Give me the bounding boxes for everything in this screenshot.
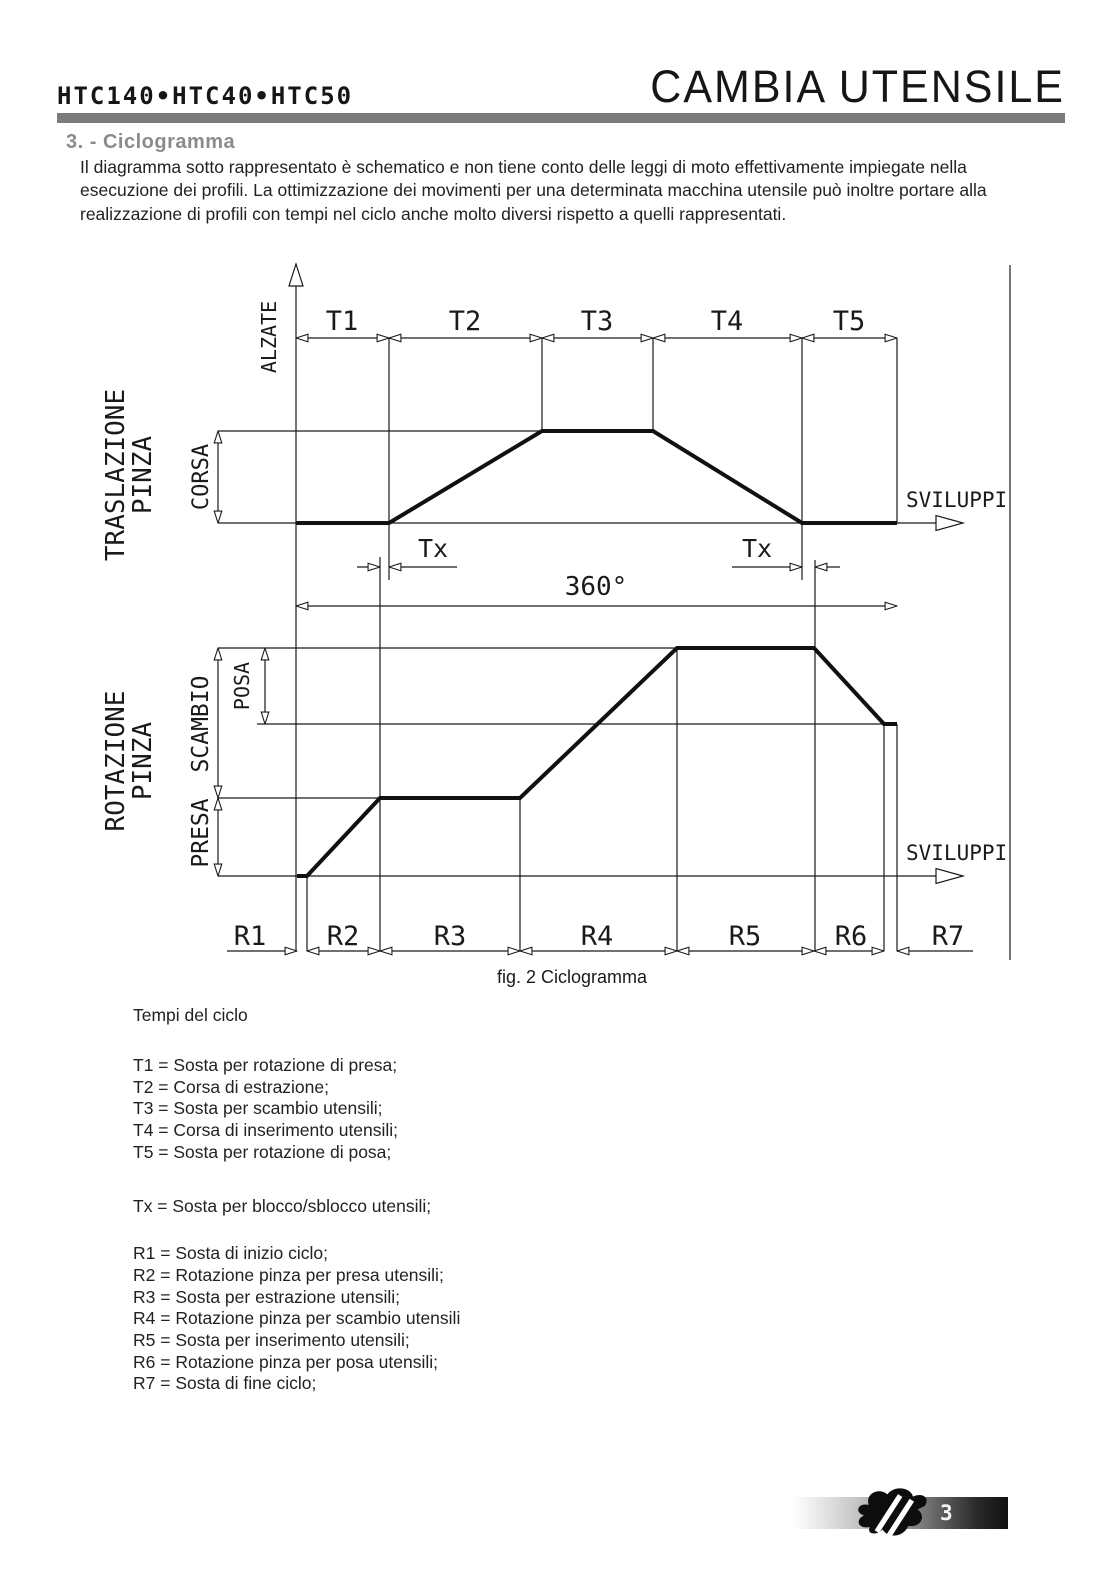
sviluppi-top-label: SVILUPPI bbox=[906, 488, 1008, 512]
legend-line-r7: R7 = Sosta di fine ciclo; bbox=[133, 1373, 317, 1394]
r1-label: R1 bbox=[233, 921, 267, 952]
legend-line-r5: R5 = Sosta per inserimento utensili; bbox=[133, 1329, 410, 1350]
level-lines bbox=[218, 431, 938, 876]
page-number: 3 bbox=[940, 1501, 953, 1525]
r6-label: R6 bbox=[834, 921, 868, 952]
traslazione-pinza-label: PINZA bbox=[128, 435, 158, 515]
brand-logo-icon bbox=[848, 1485, 936, 1541]
sviluppi-bottom-label: SVILUPPI bbox=[906, 841, 1008, 865]
r2-label: R2 bbox=[326, 921, 360, 952]
cycle-times-legend bbox=[133, 1005, 733, 1395]
tx-left-label: Tx bbox=[417, 534, 449, 563]
t3-label: T3 bbox=[580, 306, 614, 337]
r3-label: R3 bbox=[433, 921, 467, 952]
legend-line-t4: T4 = Corsa di inserimento utensili; bbox=[133, 1120, 399, 1141]
alzate-axis-arrow bbox=[289, 264, 303, 286]
legend-line-t1: T1 = Sosta per rotazione di presa; bbox=[133, 1055, 398, 1075]
page-title: CAMBIA UTENSILE bbox=[650, 62, 1065, 113]
legend-line-r6: R6 = Rotazione pinza per posa utensili; bbox=[133, 1351, 438, 1372]
presa-label: PRESA bbox=[188, 798, 214, 868]
rotazione-pinza-label: PINZA bbox=[128, 721, 158, 801]
intro-paragraph: Il diagramma sotto rappresentato è schematico e non tiene conto delle leggi di moto effettivamente impiegate nella esecuzione dei profili. La ottimizzazione dei movimenti per una determinata macchina utensile può inoltre portare alla realizzazione di profili con tempi nel ciclo anche molto diversi rispetto a quelli rappresentati. bbox=[80, 157, 987, 224]
sviluppi-arrow-bottom bbox=[936, 869, 963, 884]
legend-line-r1: R1 = Sosta di inizio ciclo; bbox=[133, 1243, 329, 1264]
legend-line-t2: T2 = Corsa di estrazione; bbox=[133, 1076, 329, 1097]
posa-label: POSA bbox=[230, 661, 254, 711]
legend-line-t3: T3 = Sosta per scambio utensili; bbox=[133, 1098, 383, 1119]
header-rule bbox=[57, 113, 1065, 123]
legend-line-r2: R2 = Rotazione pinza per presa utensili; bbox=[133, 1264, 444, 1285]
t2-label: T2 bbox=[448, 306, 482, 337]
legend-line-r4: R4 = Rotazione pinza per scambio utensili bbox=[133, 1308, 461, 1329]
model-codes: HTC140•HTC40•HTC50 bbox=[57, 82, 354, 110]
r5-label: R5 bbox=[728, 921, 762, 952]
figure-caption: fig. 2 Ciclogramma bbox=[496, 967, 648, 987]
translation-profile bbox=[296, 431, 897, 523]
r7-label: R7 bbox=[931, 921, 965, 952]
t1-label: T1 bbox=[325, 306, 359, 337]
section-heading: 3. - Ciclogramma bbox=[66, 131, 236, 153]
t4-label: T4 bbox=[710, 306, 744, 337]
tx-right-label: Tx bbox=[741, 534, 773, 563]
scambio-label: SCAMBIO bbox=[188, 675, 214, 773]
alzate-label: ALZATE bbox=[257, 300, 281, 374]
legend-line-r3: R3 = Sosta per estrazione utensili; bbox=[133, 1286, 401, 1307]
rotazione-label: ROTAZIONE bbox=[101, 690, 131, 832]
cycle-360-label: 360° bbox=[564, 572, 628, 602]
sviluppi-arrow-top bbox=[936, 516, 963, 531]
cyclogram-figure bbox=[85, 255, 1030, 1000]
rotation-profile bbox=[297, 648, 897, 876]
legend-line-t5: T5 = Sosta per rotazione di posa; bbox=[133, 1141, 392, 1162]
traslazione-label: TRASLAZIONE bbox=[101, 388, 131, 562]
legend-title: Tempi del ciclo bbox=[133, 1005, 248, 1025]
r4-label: R4 bbox=[580, 921, 614, 952]
t5-label: T5 bbox=[832, 306, 866, 337]
corsa-label: CORSA bbox=[189, 443, 214, 511]
legend-line-tx: Tx = Sosta per blocco/sblocco utensili; bbox=[133, 1196, 432, 1217]
